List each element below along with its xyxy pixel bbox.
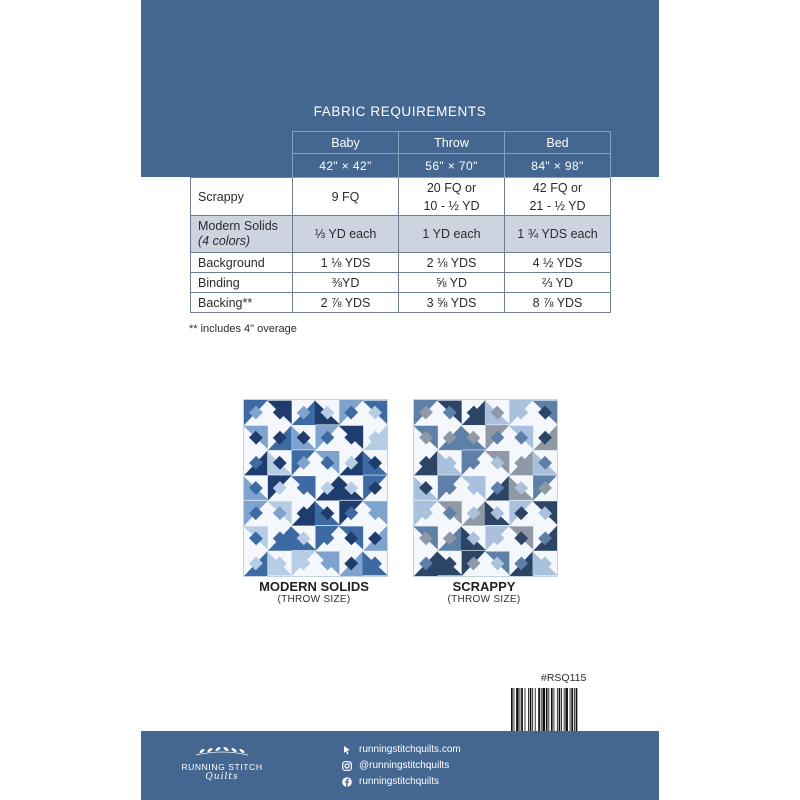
quilt-block bbox=[316, 526, 340, 551]
table-cell: 2 ⅞ YDS bbox=[293, 293, 399, 313]
quilt-block bbox=[363, 501, 387, 526]
contact-instagram-text: @runningstitchquilts bbox=[359, 760, 450, 771]
quilt-block bbox=[533, 551, 557, 576]
quilt-preview-modern-solids bbox=[243, 399, 388, 577]
quilt-block bbox=[414, 450, 438, 475]
quilt-block bbox=[485, 501, 510, 526]
brand-script: Quilts bbox=[205, 772, 239, 782]
quilt-block bbox=[315, 551, 340, 576]
contact-facebook-text: runningstitchquilts bbox=[359, 776, 440, 787]
quilt-block bbox=[244, 400, 268, 425]
quilt-block bbox=[461, 526, 486, 551]
quilt-block bbox=[509, 526, 534, 551]
quilt-block bbox=[244, 526, 268, 551]
quilt-block bbox=[414, 526, 438, 551]
table-cell: 9 FQ bbox=[293, 178, 399, 216]
quilt-block bbox=[509, 450, 533, 475]
table-row bbox=[191, 253, 611, 273]
contact-instagram[interactable] bbox=[342, 758, 461, 774]
row-label: Backing** bbox=[191, 293, 293, 313]
quilt-block bbox=[363, 400, 387, 425]
quilt-block bbox=[533, 501, 557, 526]
pattern-sku: #RSQ115 bbox=[541, 672, 587, 684]
row-label: Background bbox=[191, 253, 293, 273]
quilt-block bbox=[462, 501, 486, 526]
quilt-block bbox=[339, 400, 363, 425]
quilt-block bbox=[339, 501, 363, 526]
row-sublabel: (4 colors) bbox=[198, 234, 251, 248]
quilt-block bbox=[437, 450, 462, 475]
quilt-block bbox=[291, 475, 316, 500]
quilt-block bbox=[315, 450, 340, 475]
quilt-block bbox=[292, 400, 316, 425]
row-label: Binding bbox=[191, 273, 293, 293]
table-cell: 42 FQ or 21 - ½ YD bbox=[505, 178, 611, 216]
quilt-block bbox=[268, 475, 292, 500]
quilt-block bbox=[533, 526, 557, 551]
quilt-block bbox=[267, 501, 292, 526]
backing-footnote: ** includes 4" overage bbox=[189, 323, 297, 335]
quilt-block bbox=[486, 425, 510, 450]
quilt-block bbox=[244, 551, 268, 576]
table-cell: 2 ⅛ YDS bbox=[399, 253, 505, 273]
quilt-block bbox=[339, 526, 364, 551]
quilt-block bbox=[509, 400, 533, 425]
facebook-icon bbox=[342, 777, 352, 787]
column-header-baby: Baby bbox=[293, 132, 399, 154]
contact-website[interactable] bbox=[342, 742, 461, 758]
quilt-block bbox=[462, 450, 486, 475]
quilt-title-modern-solids: MODERN SOLIDS bbox=[259, 579, 369, 594]
quilt-block bbox=[339, 551, 363, 576]
quilt-block bbox=[533, 450, 557, 475]
quilt-block bbox=[486, 475, 510, 500]
brand-name: RUNNING STITCH bbox=[181, 762, 263, 772]
quilt-title-scrappy: SCRAPPY bbox=[452, 579, 516, 594]
quilt-block bbox=[339, 425, 364, 450]
quilt-subtitle-scrappy: (THROW SIZE) bbox=[447, 594, 521, 605]
quilt-block bbox=[363, 450, 387, 475]
quilt-block bbox=[437, 400, 462, 425]
quilt-block bbox=[291, 526, 316, 551]
quilt-block bbox=[533, 475, 557, 500]
quilt-block bbox=[509, 425, 534, 450]
quilt-block bbox=[414, 501, 438, 526]
table-cell: ⅝ YD bbox=[399, 273, 505, 293]
contact-facebook[interactable] bbox=[342, 774, 461, 790]
quilt-block bbox=[414, 425, 438, 450]
quilt-block bbox=[244, 450, 268, 475]
contact-website-text: runningstitchquilts.com bbox=[359, 744, 461, 755]
quilt-block bbox=[316, 425, 340, 450]
table-cell: 3 ⅝ YDS bbox=[399, 293, 505, 313]
quilt-block bbox=[292, 551, 316, 576]
quilt-block bbox=[437, 551, 462, 576]
table-cell: 4 ½ YDS bbox=[505, 253, 611, 273]
quilt-block bbox=[363, 526, 387, 551]
table-cell: 8 ⅞ YDS bbox=[505, 293, 611, 313]
quilt-block bbox=[414, 551, 438, 576]
table-row bbox=[191, 293, 611, 313]
quilt-preview-scrappy bbox=[413, 399, 558, 577]
quilt-block bbox=[486, 526, 510, 551]
quilt-block bbox=[461, 425, 486, 450]
quilt-block bbox=[509, 475, 534, 500]
quilt-block bbox=[315, 501, 340, 526]
quilt-subtitle-modern-solids: (THROW SIZE) bbox=[277, 594, 351, 605]
column-header-throw: Throw bbox=[399, 132, 505, 154]
quilt-block bbox=[268, 425, 292, 450]
row-label-text: Modern Solids bbox=[198, 219, 278, 233]
quilt-block bbox=[363, 475, 387, 500]
fabric-requirements-title: FABRIC REQUIREMENTS bbox=[313, 104, 487, 119]
table-cell: ⅓ YD each bbox=[293, 216, 399, 253]
quilt-block bbox=[509, 501, 533, 526]
quilt-block bbox=[533, 400, 557, 425]
table-row bbox=[191, 216, 611, 253]
fabric-requirements-table bbox=[190, 131, 611, 313]
quilt-block bbox=[414, 475, 438, 500]
quilt-block bbox=[316, 475, 340, 500]
table-cell: 1 ⅛ YDS bbox=[293, 253, 399, 273]
quilt-block bbox=[315, 400, 340, 425]
instagram-icon bbox=[342, 761, 352, 771]
quilt-block bbox=[509, 551, 533, 576]
table-cell: ⅜YD bbox=[293, 273, 399, 293]
quilt-pattern-scrappy bbox=[414, 400, 557, 576]
quilt-block bbox=[363, 551, 387, 576]
quilt-block bbox=[462, 400, 486, 425]
quilt-block bbox=[462, 551, 486, 576]
column-size-throw: 56" × 70" bbox=[399, 154, 505, 178]
quilt-block bbox=[244, 501, 268, 526]
table-cell: 1 YD each bbox=[399, 216, 505, 253]
quilt-block bbox=[437, 501, 462, 526]
table-cell: ⅔ YD bbox=[505, 273, 611, 293]
quilt-block bbox=[533, 425, 557, 450]
quilt-block bbox=[414, 400, 438, 425]
leaf-sprig-icon bbox=[176, 744, 268, 760]
quilt-block bbox=[363, 425, 387, 450]
quilt-block bbox=[339, 450, 363, 475]
quilt-block bbox=[438, 475, 462, 500]
quilt-pattern-modern-solids bbox=[244, 400, 387, 576]
table-row bbox=[191, 273, 611, 293]
quilt-block bbox=[339, 475, 364, 500]
quilt-block bbox=[244, 425, 268, 450]
row-label bbox=[191, 216, 293, 253]
quilt-block bbox=[244, 475, 268, 500]
row-label: Scrappy bbox=[191, 178, 293, 216]
quilt-block bbox=[268, 526, 292, 551]
quilt-block bbox=[267, 400, 292, 425]
quilt-block bbox=[485, 450, 510, 475]
table-cell: 20 FQ or 10 - ½ YD bbox=[399, 178, 505, 216]
column-size-baby: 42" × 42" bbox=[293, 154, 399, 178]
quilt-block bbox=[291, 425, 316, 450]
quilt-block bbox=[485, 400, 510, 425]
contact-list bbox=[342, 742, 461, 790]
quilt-block bbox=[267, 450, 292, 475]
quilt-block bbox=[292, 501, 316, 526]
quilt-block bbox=[438, 425, 462, 450]
running-stitch-logo bbox=[176, 744, 268, 794]
quilt-block bbox=[292, 450, 316, 475]
quilt-block bbox=[267, 551, 292, 576]
quilt-block bbox=[485, 551, 510, 576]
column-header-bed: Bed bbox=[505, 132, 611, 154]
quilt-block bbox=[438, 526, 462, 551]
table-row bbox=[191, 178, 611, 216]
table-cell: 1 ¾ YDS each bbox=[505, 216, 611, 253]
column-size-bed: 84" × 98" bbox=[505, 154, 611, 178]
cursor-icon bbox=[342, 745, 352, 755]
quilt-block bbox=[461, 475, 486, 500]
